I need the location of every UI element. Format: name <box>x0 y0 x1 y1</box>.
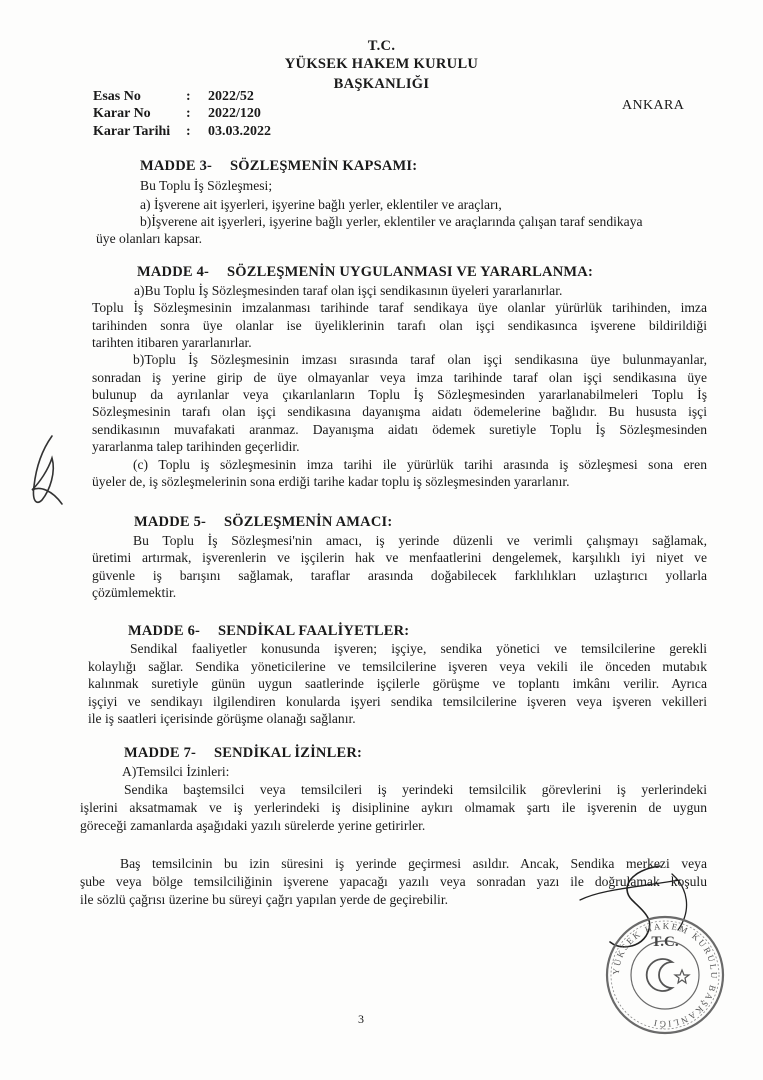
esas-label: Esas No <box>93 89 141 104</box>
madde4-line: tarihten itibaren yararlanırlar. <box>92 335 252 350</box>
madde4-line: üyeler de, iş sözleşmelerinin sona erdiği tarihe kadar toplu iş sözleşmesinden yararlanır. <box>92 474 570 489</box>
tarih-value: 03.03.2022 <box>208 124 271 139</box>
esas-value: 2022/52 <box>208 89 254 104</box>
madde3-line: Bu Toplu İş Sözleşmesi; <box>140 178 273 193</box>
madde4-line: yararlanma talep tarihinden geçerlidir. <box>92 439 300 454</box>
madde5-line: çözümlemektir. <box>92 585 177 600</box>
case-meta <box>93 89 393 149</box>
madde7-line: Baş temsilcinin bu izin süresini iş yerinde geçirmesi asıldır. Ancak, Sendika merkezi veya <box>120 856 707 871</box>
madde6-title: SENDİKAL FAALİYETLER: <box>218 623 410 639</box>
madde7-line: şube veya bölge temsilciliğinin işverene yapacağı yazılı veya sonradan yazı ile doğrulamak koşulu <box>80 874 707 889</box>
madde4-line: b)Toplu İş Sözleşmesinin imzası sırasında taraf olan işçi sendikasına üye bulunmayanlar, <box>133 352 707 367</box>
madde7-line: göreceği zamanlarda aşağıdaki yazılı sürelerde yerine getirirler. <box>80 818 426 833</box>
madde7-number: MADDE 7- <box>124 745 197 761</box>
madde5-title: SÖZLEŞMENİN AMACI: <box>224 514 393 530</box>
madde4-heading <box>137 264 593 281</box>
margin-paraph-mark <box>22 430 72 510</box>
madde5-line: Bu Toplu İş Sözleşmesi'nin amacı, iş yerinde düzenli ve verimli çalışmayı sağlamak, <box>133 533 707 548</box>
karar-label: Karar No <box>93 106 151 121</box>
madde4-line: tarihinden sonra üye olanlar ise üyeliklerinin tarafı olan işçi sendikasınca işverene bildirildiği <box>92 318 707 333</box>
madde7-line: işlerini aksatmamak ve iş yerlerindeki iş disiplinine aykırı olmamak şartı ile işverenin de uygun <box>80 800 707 815</box>
tarih-label: Karar Tarihi <box>93 124 171 139</box>
official-seal-stamp <box>600 910 730 1040</box>
madde3-heading <box>140 158 418 175</box>
madde4-title: SÖZLEŞMENİN UYGULANMASI VE YARARLANMA: <box>227 264 593 280</box>
tarih-colon: : <box>186 124 191 139</box>
madde6-line: işçiyi ve sendikayı ilgilendiren konularda işyeri sendika temsilcilerine işveren veya işveren vekilleri <box>88 694 707 709</box>
madde5-line: güvenle iş barışını sağlamak, taraflar arasında doğabilecek farklılıkları uzlaştırıcı yollarla <box>92 568 707 583</box>
seal-center-text: T.C. <box>651 934 679 950</box>
madde5-line: üretimi artırmak, işverenlerin ve işçilerin hak ve menfaatlerini dengelemek, karşılıklı iyi niyet ve <box>92 550 707 565</box>
madde7-title: SENDİKAL İZİNLER: <box>214 745 363 761</box>
madde7-line: ile sözlü çağrısı üzerine bu süreyi çağrı yapılan yerde de geçirebilir. <box>80 892 449 907</box>
madde6-heading <box>128 623 410 640</box>
madde7-heading <box>124 745 363 762</box>
esas-colon: : <box>186 89 191 104</box>
madde6-line: Sendikal faaliyetler konusunda işveren; işçiye, sendika yönetici ve temsilcilerine gerekli <box>130 641 707 656</box>
madde3-line: a) İşverene ait işyerleri, işyerine bağlı yerler, eklentiler ve araçları, <box>140 197 502 212</box>
header-presidency: BAŞKANLIĞI <box>333 76 430 92</box>
star-icon <box>675 970 689 983</box>
madde6-line: kalınmak suretiyle günün uygun saatlerinde işçilerle görüşme ve toplantı imkânı verilir. Ayrıca <box>88 676 707 691</box>
madde4-line: (c) Toplu iş sözleşmesinin imza tarihi ile yürürlük tarihi arasında iş sözleşmesi sona eren <box>133 457 707 472</box>
madde4-line: Toplu İş Sözleşmesinin imzalanması tarihinde taraf sendikaya üye olanlar yürürlük tarihinden, imza <box>92 300 707 315</box>
city: ANKARA <box>622 98 685 113</box>
karar-value: 2022/120 <box>208 106 261 121</box>
madde4-number: MADDE 4- <box>137 264 210 280</box>
madde5-heading <box>134 514 393 531</box>
madde3-number: MADDE 3- <box>140 158 213 174</box>
madde4-line: a)Bu Toplu İş Sözleşmesinden taraf olan işçi sendikasının üyeleri yararlanırlar. <box>134 283 563 298</box>
madde4-line: sendikasının muvafakati aranmaz. Dayanışma aidatı ödemek suretiyle Toplu İş Sözleşmesinden <box>92 422 707 437</box>
madde5-number: MADDE 5- <box>134 514 207 530</box>
karar-colon: : <box>186 106 191 121</box>
madde4-line: bulunup da ayrılanlar veya çıkarılanların Toplu İş Sözleşmesinden yararlanabilmeleri Toplu İş <box>92 387 707 402</box>
madde6-line: ile iş saatleri içerisinde görüşme olanağı sağlanır. <box>88 711 356 726</box>
madde6-number: MADDE 6- <box>128 623 201 639</box>
madde4-line: sonradan iş yerine girip de üye olmayanlar veya imza tarihinde taraf olan işçi sendikasına üye <box>92 370 707 385</box>
crescent-icon <box>647 959 672 991</box>
madde3-line: üye olanları kapsar. <box>96 231 203 246</box>
madde7-line: A)Temsilci İzinleri: <box>122 764 230 779</box>
seal-ring-text: YÜKSEK HAKEM KURULU BAŞKANLIĞI <box>610 920 720 1030</box>
header-tc: T.C. <box>367 38 396 54</box>
header-institution: YÜKSEK HAKEM KURULU <box>284 56 479 72</box>
madde4-line: Sözleşmesinin tarafı olan işçi sendikasına dayanışma aidatı ödemelerine bağlıdır. Bu hususta işçi <box>92 404 707 419</box>
madde6-line: kolaylığı sağlar. Sendika yöneticilerine ve temsilcilerine işveren veya vekili ile önceden mutabık <box>88 659 707 674</box>
madde3-title: SÖZLEŞMENİN KAPSAMI: <box>230 158 418 174</box>
page-number: 3 <box>358 1012 364 1026</box>
madde3-line: b)İşverene ait işyerleri, işyerine bağlı yerler, eklentiler ve araçlarında çalışan taraf sendikaya <box>140 214 643 229</box>
madde7-line: Sendika baştemsilci veya temsilcileri iş yerindeki temsilcilik görevlerini iş yerlerindeki <box>124 782 707 797</box>
